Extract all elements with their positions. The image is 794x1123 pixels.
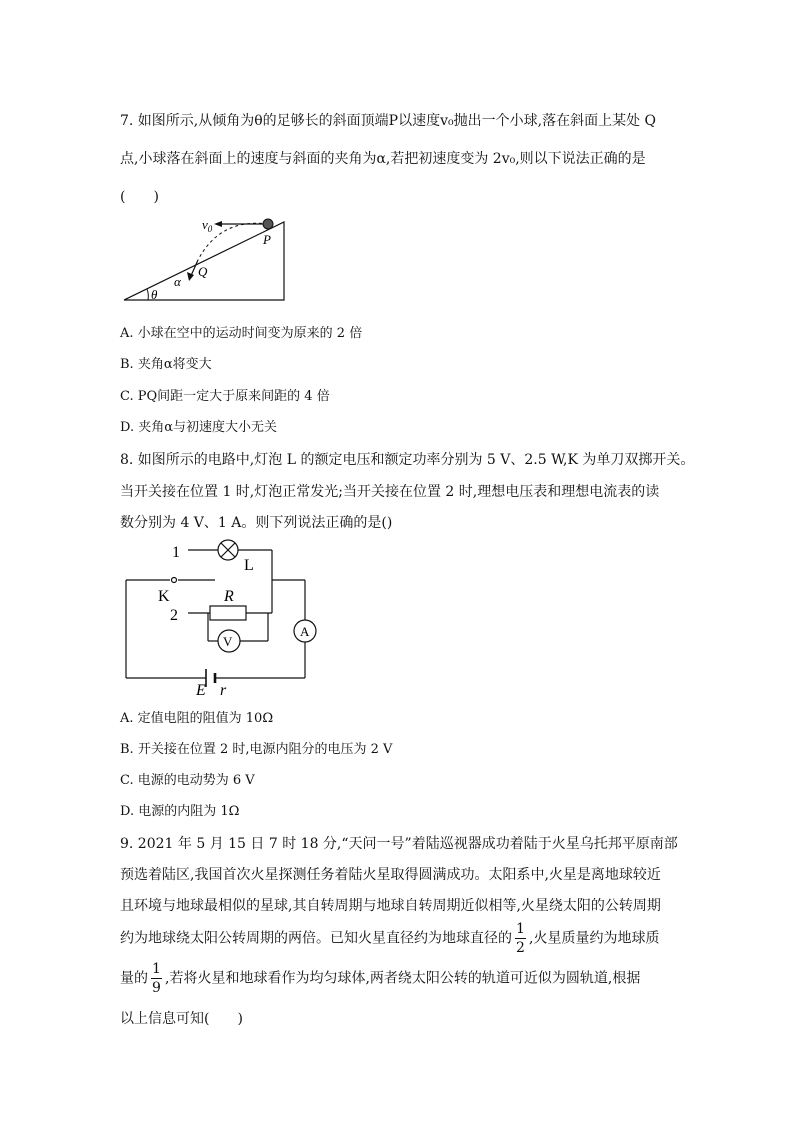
q9-text-line-1: 9. 2021 年 5 月 15 日 7 时 18 分,“天问一号”着陆巡视器成功着陆于火星乌托邦平原南部 [120, 836, 678, 852]
q8-option-a: A. 定值电阻的阻值为 10Ω [120, 711, 274, 726]
q9-text-line-2: 预选着陆区,我国首次火星探测任务着陆火星取得圆满成功。太阳系中,火星是离地球较近 [120, 867, 661, 883]
fraction-bar [515, 938, 526, 939]
alpha-label: α [174, 274, 181, 289]
fraction-denominator: 2 [516, 940, 525, 956]
fraction-bar [151, 978, 162, 979]
q9-answer-line: 以上信息可知( ) [120, 1011, 243, 1027]
q8-circuit-figure [120, 535, 325, 700]
point-q-label: Q [198, 264, 208, 279]
resistor-r [210, 606, 246, 620]
theta-label: θ [151, 287, 158, 302]
q7-option-c: C. PQ间距一定大于原来间距的 4 倍 [120, 389, 330, 404]
switch-pivot [172, 578, 177, 583]
landing-arrowhead [187, 272, 194, 281]
q8-option-d: D. 电源的内阻为 1Ω [120, 804, 240, 819]
emf-e-label: E [196, 682, 206, 699]
q7-text-line-1: 7. 如图所示,从倾角为θ的足够长的斜面顶端P以速度v₀抛出一个小球,落在斜面上某处 Q [120, 113, 657, 129]
lamp-l-label: L [244, 557, 254, 574]
fraction-denominator: 9 [152, 980, 161, 996]
position-1-label: 1 [172, 544, 180, 561]
q8-text-line-1: 8. 如图所示的电路中,灯泡 L 的额定电压和额定功率分别为 5 V、2.5 W,K 为单刀双掷开关。 [120, 452, 695, 468]
q9-line-5-end: ,若将火星和地球看作为均匀球体,两者绕太阳公转的轨道可近似为圆轨道,根据 [165, 970, 641, 987]
position-2-label: 2 [170, 607, 178, 624]
q9-line-4-end: ,火星质量约为地球质 [529, 930, 660, 947]
incline-triangle [124, 222, 284, 300]
v0-label: $v_0$ [202, 217, 213, 234]
switch-k-label: K [158, 588, 170, 605]
q7-incline-figure [118, 210, 298, 306]
q7-text-line-2: 点,小球落在斜面上的速度与斜面的夹角为α,若把初速度变为 2v₀,则以下说法正确的是 [120, 151, 646, 167]
fraction-numerator: 1 [516, 921, 525, 937]
q8-option-b: B. 开关接在位置 2 时,电源内阻分的电压为 2 V [120, 742, 393, 757]
q7-answer-paren: ( ) [120, 189, 159, 205]
resistor-r-label: R [224, 588, 234, 605]
theta-arc [147, 289, 148, 300]
q9-line-5-start: 量的 [120, 970, 148, 987]
q9-text-line-4 [120, 922, 659, 955]
q9-text-line-5 [120, 962, 640, 995]
q7-option-b: B. 夹角α将变大 [120, 357, 212, 372]
fraction-one-ninth [151, 962, 162, 995]
q9-text-line-3: 且环境与地球最相似的星球,其自转周期与地球自转周期近似相等,火星绕太阳的公转周期 [120, 898, 661, 914]
v0-arrowhead [214, 221, 222, 227]
ammeter-a-label: A [300, 624, 310, 639]
ball [263, 219, 273, 229]
q7-option-a: A. 小球在空中的运动时间变为原来的 2 倍 [120, 326, 363, 341]
q7-option-d: D. 夹角α与初速度大小无关 [120, 420, 278, 435]
q8-option-c: C. 电源的电动势为 6 V [120, 773, 255, 788]
fraction-one-half [515, 922, 526, 955]
internal-r-label: r [220, 682, 227, 699]
point-p-label: P [263, 232, 271, 247]
fraction-numerator: 1 [152, 961, 161, 977]
q8-text-line-2: 当开关接在位置 1 时,灯泡正常发光;当开关接在位置 2 时,理想电压表和理想电流表的读 [120, 484, 660, 500]
voltmeter-v-label: V [223, 634, 233, 649]
q8-text-line-3: 数分别为 4 V、1 A。则下列说法正确的是() [120, 515, 393, 531]
q9-line-4-start: 约为地球绕太阳公转周期的两倍。已知火星直径约为地球直径的 [120, 930, 512, 947]
